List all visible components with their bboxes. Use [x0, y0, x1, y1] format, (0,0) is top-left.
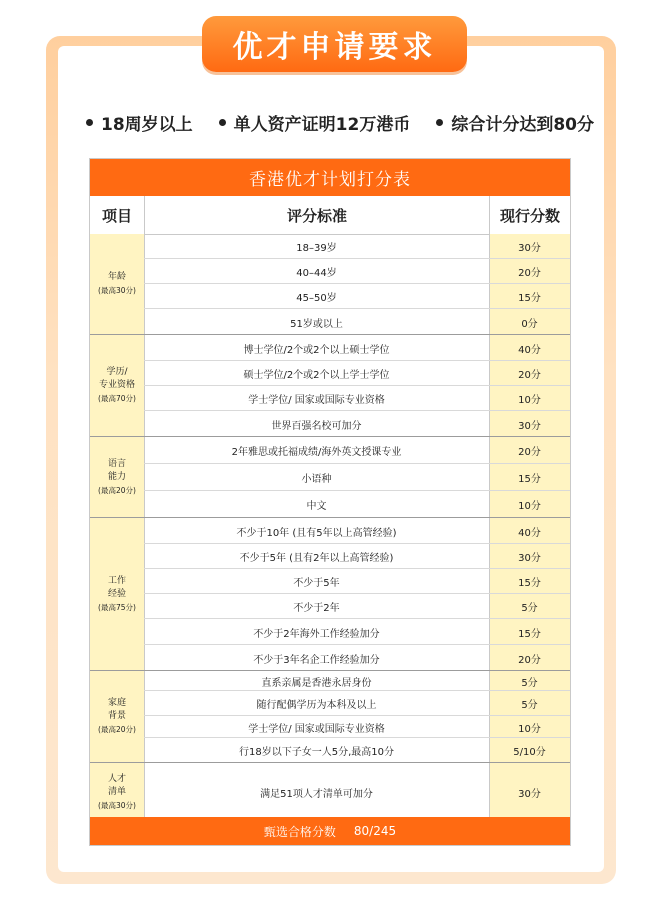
- table-row: [144, 716, 570, 738]
- table-row: [144, 361, 570, 386]
- table-row: [144, 491, 570, 518]
- scoring-table: [89, 158, 571, 846]
- score-cell: 10分: [518, 501, 541, 512]
- criterion-cell: 不少于2年: [293, 603, 340, 614]
- criterion-cell: 2年雅思或托福成绩/海外英文授课专业: [231, 447, 402, 458]
- requirement-text: 18周岁以上: [101, 114, 193, 135]
- requirement-score: [436, 110, 594, 135]
- category-cell: [90, 518, 144, 670]
- criterion-cell: 博士学位/2个或2个以上硕士学位: [243, 344, 390, 356]
- criterion-cell: 40–44岁: [296, 268, 337, 279]
- table-row: [144, 386, 570, 411]
- table-header: [90, 196, 570, 235]
- requirements-list: [86, 109, 595, 135]
- category-cell: [90, 234, 144, 334]
- table-row: [144, 763, 570, 822]
- category-label: 专业资格: [98, 380, 135, 390]
- table-group: [90, 518, 570, 671]
- table-title: 香港优才计划打分表: [90, 159, 570, 196]
- score-cell: 5分: [521, 677, 538, 689]
- column-header-category: 项目: [101, 206, 132, 225]
- table-row: [144, 464, 570, 491]
- table-row: [144, 619, 570, 645]
- table-row: [144, 284, 570, 309]
- criterion-cell: 随行配偶学历为本科及以上: [256, 700, 377, 711]
- category-label: 能力: [107, 471, 126, 482]
- table-row: [144, 645, 570, 671]
- table-row: [144, 234, 570, 259]
- bullet-icon: [86, 119, 93, 126]
- column-header-score: 现行分数: [489, 196, 570, 234]
- score-cell: 5分: [521, 700, 538, 711]
- table-row: [144, 671, 570, 691]
- score-cell: 30分: [518, 553, 541, 564]
- criterion-cell: 不少于5年 (且有2年以上高管经验): [239, 553, 394, 564]
- table-row: [144, 259, 570, 284]
- category-label: 工作: [107, 575, 126, 586]
- score-cell: 15分: [518, 293, 541, 304]
- category-label: 学历/: [106, 367, 128, 377]
- footer-value: 80/245: [353, 824, 397, 838]
- criterion-cell: 不少于10年 (且有5年以上高管经验): [236, 527, 397, 539]
- criterion-cell: 学士学位/ 国家或国际专业资格: [248, 723, 385, 735]
- category-cell: [90, 437, 144, 517]
- category-cell: [90, 671, 144, 762]
- category-cell: [90, 763, 144, 821]
- table-group: [90, 437, 570, 518]
- score-cell: 40分: [518, 344, 541, 356]
- table-row: [144, 309, 570, 335]
- score-cell: 15分: [518, 578, 541, 589]
- criterion-cell: 满足51项人才清单可加分: [260, 789, 373, 800]
- category-label: 人才: [107, 773, 126, 784]
- category-max: (最高75分): [98, 602, 136, 612]
- criterion-cell: 硕士学位/2个或2个以上学士学位: [243, 370, 390, 381]
- table-row: [144, 544, 570, 569]
- score-cell: 10分: [518, 723, 541, 735]
- criterion-cell: 直系亲属是香港永居身份: [261, 677, 372, 689]
- column-header-criteria: 评分标准: [144, 196, 489, 234]
- table-row: [144, 437, 570, 464]
- category-label: 经验: [107, 588, 126, 599]
- category-max: (最高20分): [98, 725, 136, 734]
- category-label: 背景: [107, 711, 126, 721]
- table-row: [144, 518, 570, 544]
- score-cell: 15分: [518, 474, 541, 485]
- category-label: 清单: [107, 786, 126, 797]
- table-group: [90, 335, 570, 437]
- table-row: [144, 738, 570, 763]
- bullet-icon: [219, 119, 226, 126]
- category-max: (最高30分): [98, 800, 136, 810]
- table-group: [90, 763, 570, 822]
- category-max: (最高20分): [98, 485, 136, 495]
- table-group: [90, 671, 570, 763]
- criterion-cell: 行18岁以下子女一人5分,最高10分: [239, 747, 394, 758]
- footer-label: 甄选合格分数: [263, 824, 336, 839]
- category-label: 家庭: [107, 698, 126, 708]
- requirement-age: [86, 110, 193, 135]
- table-row: [144, 594, 570, 619]
- category-cell: [90, 335, 144, 436]
- table-footer: [90, 817, 570, 845]
- criterion-cell: 18–39岁: [296, 243, 337, 254]
- criterion-cell: 不少于2年海外工作经验加分: [253, 628, 380, 640]
- criterion-cell: 中文: [306, 501, 327, 512]
- category-label: 语言: [107, 458, 126, 469]
- requirement-text: 单人资产证明12万港币: [233, 114, 411, 135]
- table-row: [144, 335, 570, 361]
- table-row: [144, 691, 570, 716]
- table-row: [144, 411, 570, 437]
- criterion-cell: 45–50岁: [296, 293, 337, 304]
- criterion-cell: 不少于3年名企工作经验加分: [253, 654, 380, 666]
- table-row: [144, 569, 570, 594]
- score-cell: 30分: [518, 420, 541, 432]
- criterion-cell: 学士学位/ 国家或国际专业资格: [248, 395, 385, 406]
- requirement-text: 综合计分达到80分: [451, 114, 595, 135]
- score-cell: 30分: [518, 789, 541, 800]
- criterion-cell: 小语种: [301, 474, 332, 485]
- criterion-cell: 世界百强名校可加分: [271, 420, 362, 432]
- score-cell: 0分: [521, 318, 538, 330]
- criterion-cell: 不少于5年: [293, 578, 340, 589]
- bullet-icon: [436, 119, 443, 126]
- score-cell: 20分: [518, 370, 541, 381]
- page-title: 优才申请要求: [202, 16, 467, 72]
- category-label: 年龄: [107, 272, 126, 282]
- requirement-assets: [219, 110, 411, 135]
- score-cell: 5/10分: [513, 747, 546, 758]
- score-cell: 30分: [518, 243, 541, 254]
- score-cell: 20分: [518, 654, 541, 666]
- table-group: [90, 234, 570, 335]
- score-cell: 10分: [518, 395, 541, 406]
- criterion-cell: 51岁或以上: [290, 318, 343, 330]
- score-cell: 40分: [518, 527, 541, 539]
- score-cell: 15分: [518, 628, 541, 640]
- score-cell: 5分: [521, 603, 538, 614]
- score-cell: 20分: [518, 268, 541, 279]
- category-max: (最高70分): [98, 394, 136, 403]
- score-cell: 20分: [518, 447, 541, 458]
- table-body: [90, 234, 570, 817]
- category-max: (最高30分): [98, 286, 136, 295]
